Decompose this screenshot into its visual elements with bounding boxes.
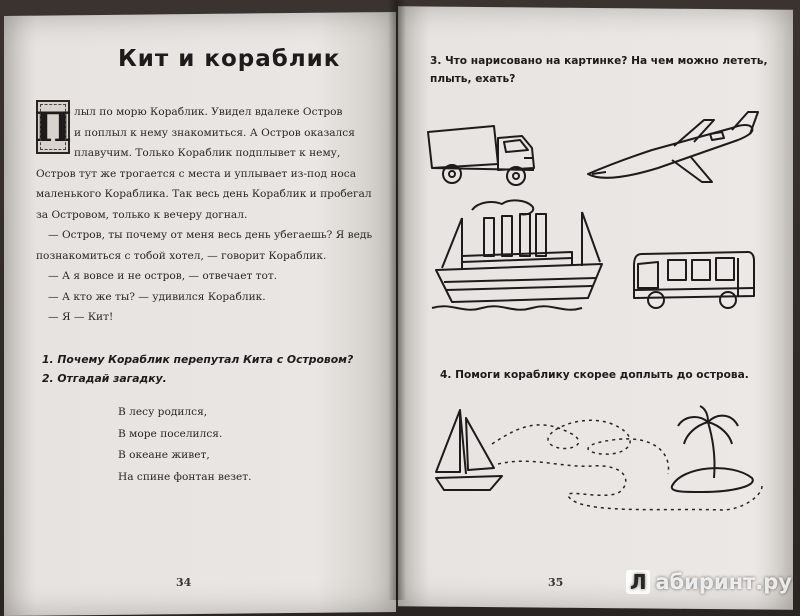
sailboat-icon [436, 410, 502, 490]
story-line: — Я — Кит! [48, 311, 114, 323]
story-line: — Остров, ты почему от меня весь день убегаешь? Я ведь [48, 229, 373, 241]
watermark [626, 570, 792, 594]
story-line: — А кто же ты? — удивился Кораблик. [48, 290, 266, 303]
question-item: 2. Отгадай загадку. [42, 372, 167, 385]
story-line: — А я вовсе и не остров, — отвечает тот. [48, 270, 278, 282]
book-gutter [388, 0, 406, 600]
questions-list [42, 350, 382, 388]
drop-cap-letter: П [34, 103, 72, 151]
bus-icon [628, 248, 758, 314]
steamship-icon [432, 198, 612, 318]
task-3-line: плыть, ехать? [430, 73, 516, 85]
island-icon [672, 468, 753, 492]
task-3-line: 3. Что нарисовано на картинке? На чем можно лететь, [430, 55, 768, 67]
story-line: познакомиться с тобой хотел, — говорит Кораблик. [36, 249, 327, 262]
riddle-line: В океане живет, [118, 449, 210, 461]
task-4: 4. Помоги кораблику скорее доплыть до острова. [440, 369, 749, 381]
page-number-right: 35 [548, 576, 564, 589]
story-line: плавучим. Только Кораблик подплывет к нему, [74, 147, 341, 159]
airplane-icon [582, 108, 772, 188]
story-line: за Островом, только к вечеру догнал. [36, 208, 248, 221]
riddle-verse [118, 402, 252, 488]
story-title: Кит и кораблик [118, 46, 341, 72]
story-line: и поплыл к нему знакомиться. А Остров оказался [74, 126, 355, 139]
story-line: лыл по морю Кораблик. Увидел вдалеке Остров [74, 106, 343, 118]
labirint-logo-icon: Л [626, 570, 650, 594]
truck-icon [424, 118, 564, 190]
task-3 [430, 52, 780, 88]
riddle-line: В лесу родился, [118, 406, 208, 418]
page-number-left: 34 [176, 576, 192, 589]
sailboat-to-island-puzzle [432, 404, 772, 524]
story-line: маленького Кораблика. Так весь день Кораблик и пробегал [36, 188, 372, 200]
story-text [36, 102, 386, 328]
story-line: Остров тут же трогается с места и уплывает из-под носа [36, 167, 357, 180]
question-item: 1. Почему Кораблик перепутал Кита с Островом? [42, 353, 354, 366]
riddle-line: На спине фонтан везет. [118, 470, 252, 483]
watermark-text: абиринт.ру [655, 570, 792, 594]
riddle-line: В море поселился. [118, 427, 223, 440]
